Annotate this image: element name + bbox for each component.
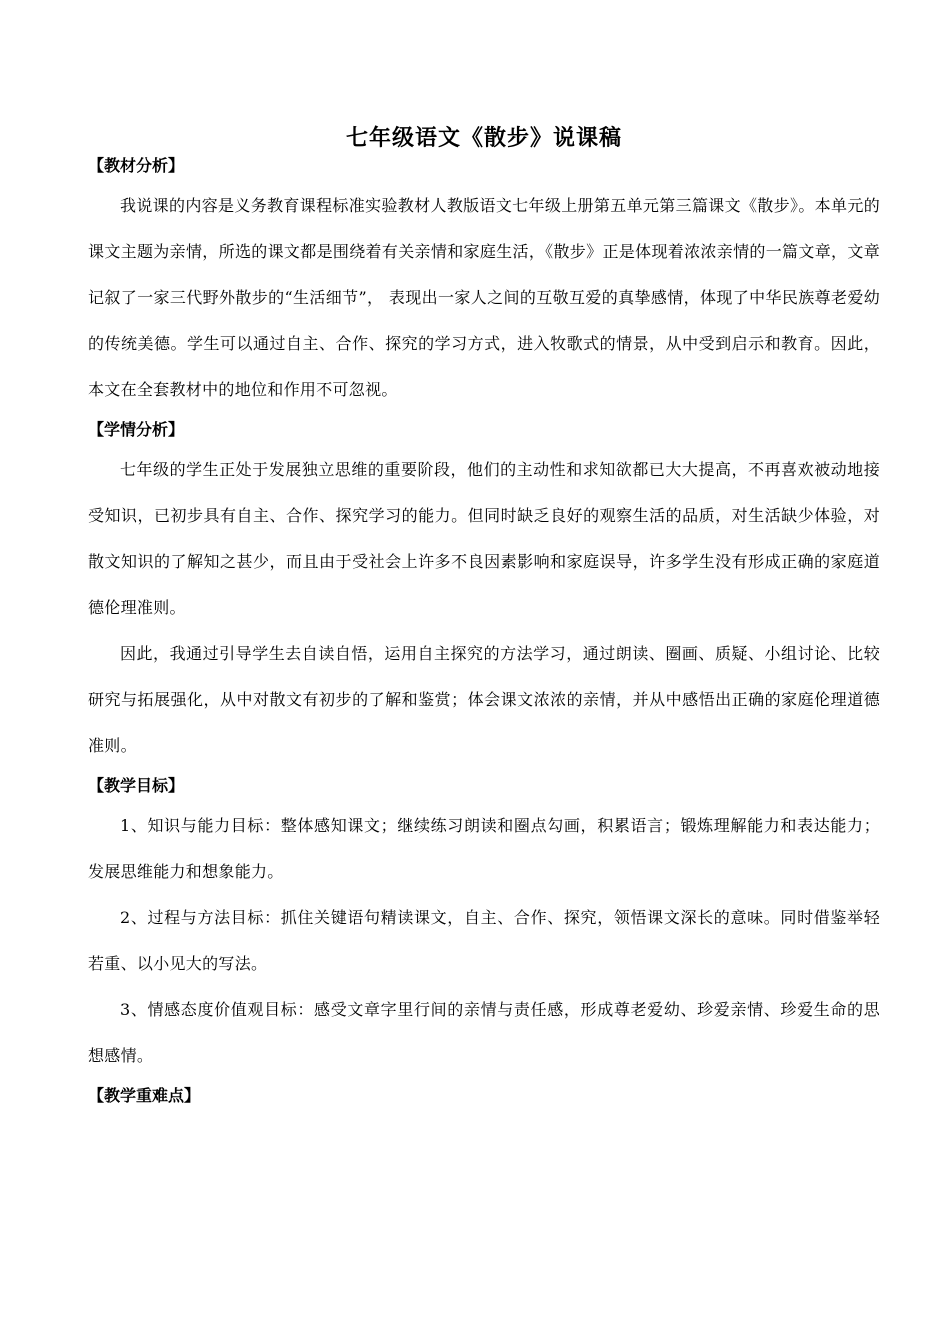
section-heading: 【教材分析】 — [88, 156, 185, 175]
document-title: 七年级语文《散步》说课稿 — [345, 125, 622, 151]
section-heading: 【教学重难点】 — [88, 1086, 201, 1105]
paragraph: 2、过程与方法目标：抓住关键语句精读课文，自主、合作、探究，领悟课文深长的意味。同时借鉴举轻若重、以小见大的写法。 — [88, 908, 880, 973]
section-student-analysis — [88, 419, 880, 769]
section-key-difficult-points — [88, 1085, 880, 1107]
section-textbook-analysis — [88, 155, 880, 413]
paragraph: 因此，我通过引导学生去自读自悟，运用自主探究的方法学习，通过朗读、圈画、质疑、小组讨论、比较研究与拓展强化，从中对散文有初步的了解和鉴赏；体会课文浓浓的亲情，并从中感悟出正确的家庭伦理道德准则。 — [88, 644, 880, 755]
section-heading: 【教学目标】 — [88, 776, 185, 795]
paragraph: 七年级的学生正处于发展独立思维的重要阶段，他们的主动性和求知欲都已大大提高，不再喜欢被动地接受知识，已初步具有自主、合作、探究学习的能力。但同时缺乏良好的观察生活的品质，对生活缺少体验，对散文知识的了解知之甚少，而且由于受社会上许多不良因素影响和家庭误导，许多学生没有形成正确的家庭道德伦理准则。 — [88, 460, 880, 617]
section-heading: 【学情分析】 — [88, 420, 185, 439]
section-teaching-goals — [88, 775, 880, 1079]
paragraph: 3、情感态度价值观目标：感受文章字里行间的亲情与责任感，形成尊老爱幼、珍爱亲情、珍爱生命的思想感情。 — [88, 1000, 880, 1065]
paragraph: 1、知识与能力目标：整体感知课文；继续练习朗读和圈点勾画，积累语言；锻炼理解能力和表达能力；发展思维能力和想象能力。 — [88, 816, 880, 881]
paragraph: 我说课的内容是义务教育课程标准实验教材人教版语文七年级上册第五单元第三篇课文《散步》。本单元的课文主题为亲情，所选的课文都是围绕着有关亲情和家庭生活，《散步》正是体现着浓浓亲情的一篇文章，文章记叙了一家三代野外散步的“生活细节”， 表现出一家人之间的互敬互爱的真挚感情，体现了中华民族尊老爱幼的传统美德。学生可以通过自主、合作、探究的学习方式，进入牧歌式的情景，从中受到启示和教育。因此，本文在全套教材中的地位和作用不可忽视。 — [88, 196, 880, 399]
document-page — [88, 118, 880, 1113]
